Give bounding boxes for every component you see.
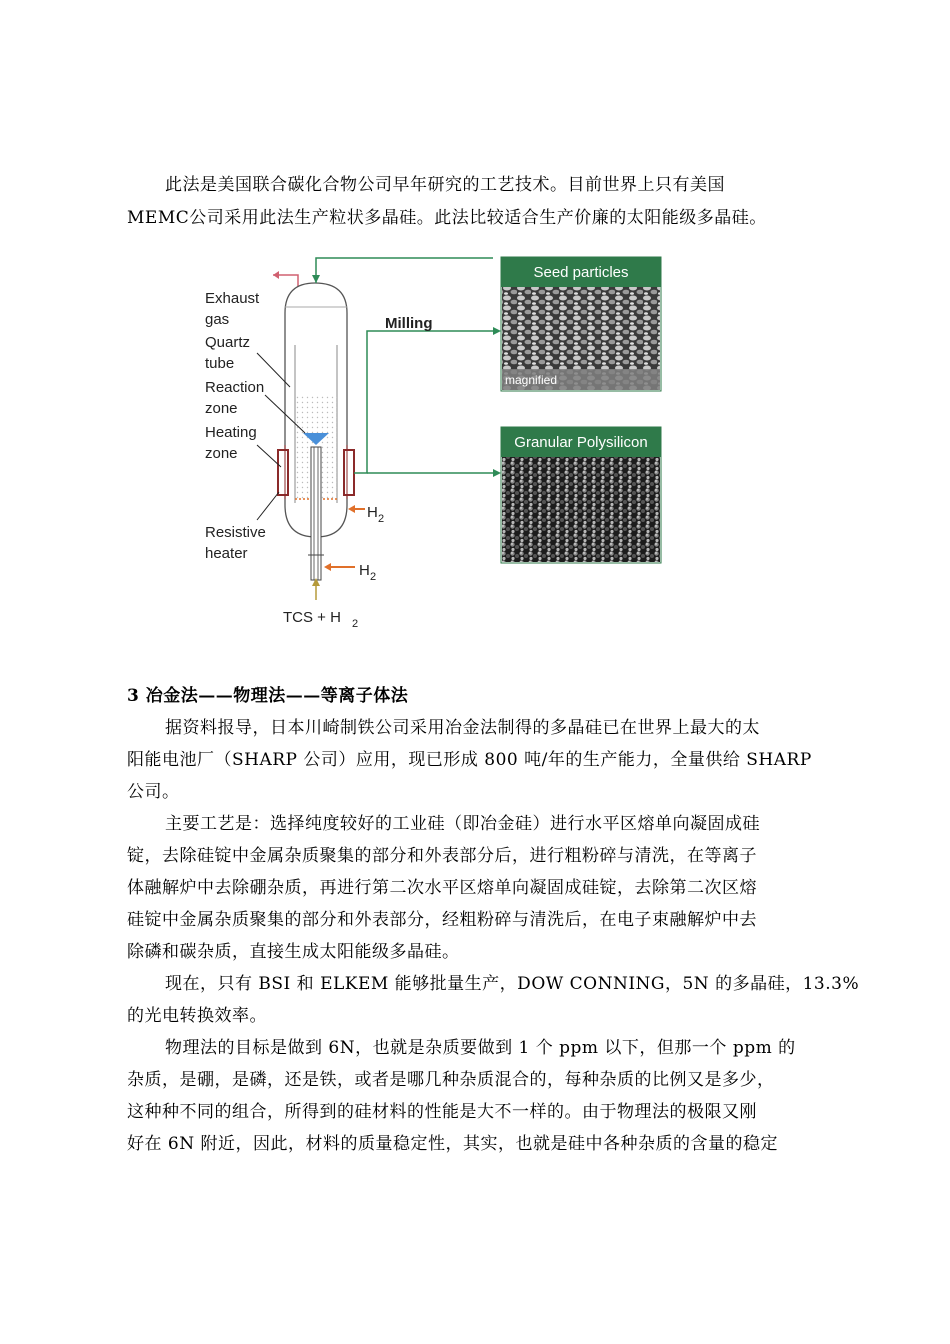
paragraph-top-line-2: MEMC公司采用此法生产粒状多晶硅。此法比较适合生产价廉的太阳能级多晶硅。 — [127, 208, 767, 228]
section-3-p3-line-1: 现在，只有 BSI 和 ELKEM 能够批量生产，DOW CONNING，5N 的多晶硅，13.3% — [165, 974, 860, 994]
seed-particles-title: Seed particles — [533, 264, 629, 281]
label-exhaust-1: Exhaust — [205, 290, 260, 307]
h2-upper-arrow-icon — [348, 505, 355, 513]
section-3-heading: 3 冶金法——物理法——等离子体法 — [127, 686, 409, 706]
label-resistive-2: heater — [205, 545, 248, 562]
section-3-p3-line-2: 的光电转换效率。 — [127, 1006, 267, 1026]
label-reaction-1: Reaction — [205, 379, 265, 396]
granular-polysilicon-image — [502, 457, 660, 562]
label-exhaust-2: gas — [205, 311, 230, 328]
section-3-p4-line-4: 好在 6N 附近，因此，材料的质量稳定性，其实，也就是硅中各种杂质的含量的稳定 — [127, 1134, 778, 1154]
recycle-arrow-icon — [312, 275, 320, 283]
section-3-p2-line-5: 除磷和碳杂质，直接生成太阳能级多晶硅。 — [127, 942, 460, 962]
section-3-p4-line-2: 杂质，是硼，是磷，还是铁，或者是哪几种杂质混合的，每种杂质的比例又是多少， — [127, 1070, 775, 1090]
paragraph-top-line-1: 此法是美国联合碳化合物公司早年研究的工艺技术。目前世界上只有美国 — [165, 175, 725, 195]
label-resistive-1: Resistive — [205, 524, 266, 541]
label-heating-1: Heating — [205, 424, 257, 441]
milling-label: Milling — [385, 315, 433, 332]
h2-lower-subscript: 2 — [370, 571, 377, 583]
h2-upper-subscript: 2 — [378, 513, 385, 525]
section-3-p4-line-1: 物理法的目标是做到 6N，也就是杂质要做到 1 个 ppm 以下，但那一个 ppm 的 — [165, 1038, 796, 1058]
fluidized-bed-reactor-figure — [195, 245, 675, 640]
section-3-p1-line-1: 据资料报导，日本川崎制铁公司采用冶金法制得的多晶硅已在世界上最大的太 — [165, 718, 760, 738]
h2-lower-arrow-icon — [324, 563, 331, 571]
section-3-p4-line-3: 这种种不同的组合，所得到的硅材料的性能是大不一样的。由于物理法的极限又刚 — [127, 1102, 757, 1122]
section-3-p2-line-3: 体融解炉中去除硼杂质，再进行第二次水平区熔单向凝固成硅锭，去除第二次区熔 — [127, 878, 757, 898]
recycle-flow-line — [316, 258, 493, 283]
label-quartz-2: tube — [205, 355, 235, 372]
h2-upper-label: H — [367, 504, 378, 521]
magnified-label: magnified — [505, 373, 558, 387]
milling-arrow-icon — [493, 327, 501, 335]
milling-flow-line — [354, 331, 495, 473]
section-3-p2-line-1: 主要工艺是：选择纯度较好的工业硅（即冶金硅）进行水平区熔单向凝固成硅 — [165, 814, 760, 834]
tcs-feed-subscript: 2 — [352, 618, 359, 630]
section-3-p2-line-4: 硅锭中金属杂质聚集的部分和外表部分，经粗粉碎与清洗后，在电子束融解炉中去 — [127, 910, 757, 930]
section-3-p1-line-3: 公司。 — [127, 782, 180, 802]
tcs-feed-label: TCS + H — [283, 609, 341, 626]
label-quartz-1: Quartz — [205, 334, 251, 351]
feed-pipe — [311, 447, 321, 580]
section-3-p1-line-2: 阳能电池厂（SHARP 公司）应用，现已形成 800 吨/年的生产能力，全量供给 SHARP — [127, 750, 812, 770]
heater-right — [344, 450, 354, 495]
h2-lower-label: H — [359, 562, 370, 579]
exhaust-arrow-icon — [273, 271, 279, 279]
label-reaction-2: zone — [205, 400, 238, 417]
granular-polysilicon-title: Granular Polysilicon — [514, 434, 648, 451]
section-3-p2-line-2: 锭，去除硅锭中金属杂质聚集的部分和外表部分后，进行粗粉碎与清洗，在等离子 — [127, 846, 757, 866]
product-arrow-icon — [493, 469, 501, 477]
label-heating-2: zone — [205, 445, 238, 462]
heater-left — [278, 450, 288, 495]
